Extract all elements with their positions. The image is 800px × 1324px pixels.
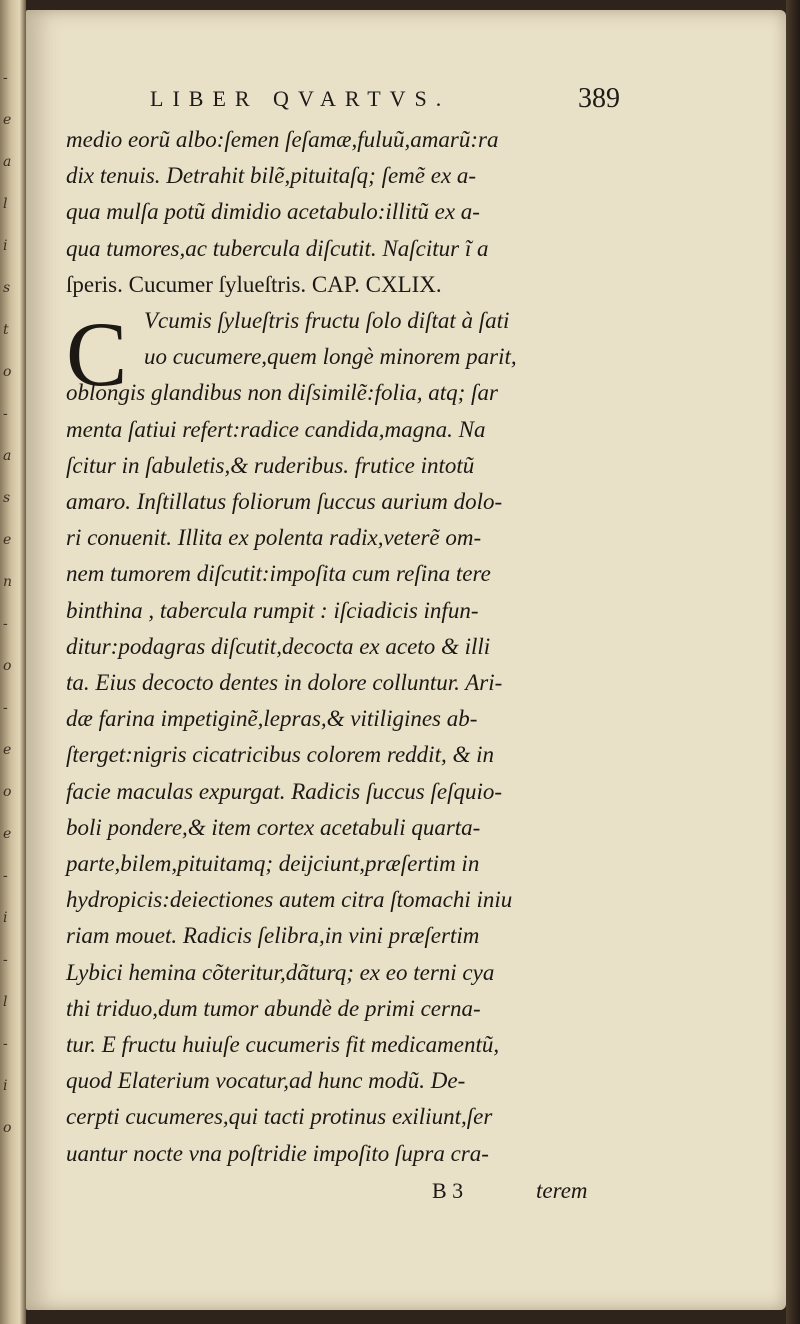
text-line: thi triduo,dum tumor abundè de primi cerna- [66,995,481,1021]
previous-page-fragment: o [3,784,12,800]
text-line: binthina , tabercula rumpit : iſciadicis infun- [66,597,479,623]
text-line: uantur nocte vna poſtridie impoſito ſupra cra- [66,1140,489,1166]
previous-page-fragment: i [3,1078,8,1094]
text-line: ditur:podagras diſcutit,decocta ex aceto & illi [66,633,491,659]
text-line: dæ farina impetiginẽ,lepras,& vitiligines ab- [66,706,478,732]
signature-mark: B 3 [432,1178,464,1203]
book-page [26,10,786,1310]
text-line: uo cucumere,quem longè minorem parit, [144,344,517,370]
previous-page-fragment: - [3,616,8,632]
previous-page-fragment: s [3,490,11,506]
previous-page-fragment: a [3,154,12,170]
text-line: dix tenuis. Detrahit bilẽ,pituitaſq; ſemẽ ex a- [66,163,477,189]
text-line: tur. E fructu huiuſe cucumeris fit medicamentũ, [66,1032,500,1057]
previous-page-fragment: l [3,994,8,1010]
text-line: Vcumis ſylueſtris fructu ſolo diſtat à ſati [144,308,510,333]
text-line: cerpti cucumeres,qui tacti protinus exiliunt,ſer [66,1104,493,1130]
text-line: Lybici hemina cõteritur,dãturq; ex eo terni cya [66,959,495,985]
text-line: ſperis. Cucumer ſylueſtris. CAP. CXLIX. [66,271,442,297]
previous-page-fragment: e [3,742,12,758]
text-line: hydropicis:deiectiones autem citra ſtomachi iniu [66,887,513,913]
page-number: 389 [578,83,620,114]
text-line: nem tumorem diſcutit:impoſita cum reſina tere [66,561,491,587]
previous-page-fragment: - [3,868,8,884]
text-line: medio eorũ albo:ſemen ſeſamæ,fuluũ,amarũ:ra [66,127,499,152]
previous-page-fragment: a [3,448,12,464]
text-line: riam mouet. Radicis ſelibra,in vini præſertim [66,923,480,949]
text-line: oblongis glandibus non diſsimilẽ:folia, atq; ſar [66,380,498,406]
previous-page-fragment: e [3,826,12,842]
previous-page-fragment: o [3,364,12,380]
previous-page-fragment: e [3,532,12,548]
text-line: quod Elaterium vocatur,ad hunc modũ. De- [66,1068,466,1094]
page-footer [26,1178,786,1214]
previous-page-fragment: - [3,406,8,422]
binding-edge [786,0,800,1324]
previous-page-fragment: t [3,322,9,338]
text-line: qua tumores,ac tubercula diſcutit. Naſcitur ĩ a [66,235,489,261]
drop-cap-initial: C [66,303,128,405]
text-line: ſcitur in ſabuletis,& ruderibus. frutice intotũ [66,452,475,478]
text-line: amaro. Inſtillatus foliorum ſuccus aurium dolo- [66,489,503,514]
catchword: terem [536,1178,588,1203]
previous-page-fragment: i [3,238,8,254]
page-header [26,83,786,118]
previous-page-marks [0,0,26,1324]
previous-page-fragment: - [3,700,8,716]
previous-page-fragment: l [3,196,8,212]
previous-page-fragment: o [3,658,12,674]
previous-page-fragment: o [3,1120,12,1136]
text-line: parte,bilem,pituitamq; deijciunt,præſertim in [66,851,480,876]
text-line: ſterget:nigris cicatricibus colorem reddit, & in [66,742,494,768]
previous-page-fragment: - [3,952,8,968]
previous-page-fragment: s [3,280,11,296]
previous-page-fragment: n [3,574,13,590]
text-line: facie maculas expurgat. Radicis ſuccus ſeſquio- [66,778,503,804]
previous-page-fragment: - [3,70,8,86]
text-line: boli pondere,& item cortex acetabuli quarta- [66,814,481,840]
text-line: qua mulſa potũ dimidio acetabulo:illitũ ex a- [66,199,480,225]
previous-page-fragment: e [3,112,12,128]
previous-page-fragment: i [3,910,8,926]
previous-page-fragment: - [3,1036,8,1052]
text-line: menta ſatiui refert:radice candida,magna. Na [66,416,486,442]
text-line: ri conuenit. Illita ex polenta radix,veterẽ om- [66,525,482,551]
running-title: LIBER QVARTVS. [150,86,451,111]
text-line: ta. Eius decocto dentes in dolore colluntur. Ari- [66,670,503,695]
